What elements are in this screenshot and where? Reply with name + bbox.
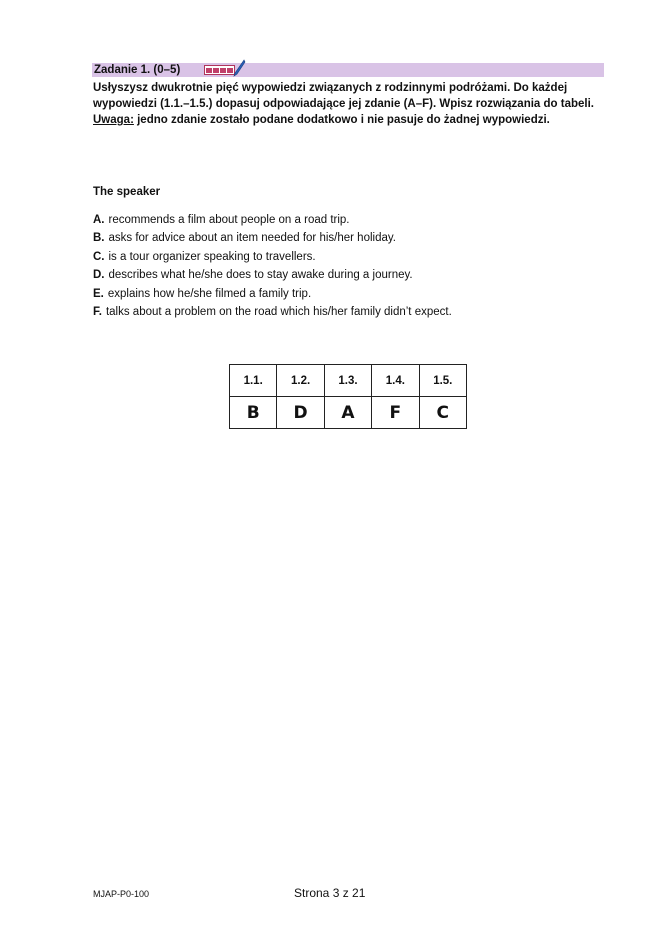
option-text: recommends a film about people on a road trip.: [108, 214, 350, 226]
option-letter: A.: [93, 214, 105, 226]
pen-icon: [232, 59, 246, 77]
option-text: describes what he/she does to stay awake during a journey.: [108, 269, 413, 282]
option-letter: F.: [93, 306, 102, 319]
note-label: Uwaga:: [93, 114, 134, 126]
audio-cd-pen-icon: [204, 65, 235, 75]
answer-table-header: 1.4.: [372, 365, 419, 397]
option-text: talks about a problem on the road which his/her family didn’t expect.: [105, 306, 452, 319]
task-instructions: [93, 80, 605, 128]
answer-table-header: 1.3.: [324, 365, 371, 397]
option-letter: B.: [93, 232, 105, 245]
footer-exam-code: MJAP-P0-100: [93, 889, 150, 899]
task-header: [92, 63, 604, 77]
speaker-heading: The speaker: [93, 186, 161, 198]
option-e: [93, 285, 452, 303]
answer-cell[interactable]: A: [324, 397, 371, 429]
answer-cell[interactable]: C: [419, 397, 466, 429]
answer-cell[interactable]: D: [277, 397, 324, 429]
option-d: [93, 266, 452, 284]
option-letter: D.: [93, 269, 105, 282]
instructions-note: [93, 112, 605, 128]
option-letter: E.: [93, 287, 104, 300]
answer-table-answer-row: [230, 397, 467, 429]
option-b: [93, 229, 452, 247]
option-text: is a tour organizer speaking to travellers.: [108, 250, 316, 263]
answer-table-header: 1.1.: [230, 365, 277, 397]
footer-page-number: Strona 3 z 21: [294, 886, 366, 900]
option-letter: C.: [93, 250, 105, 263]
audio-track-icon: [204, 65, 235, 75]
option-text: asks for advice about an item needed for his/her holiday.: [108, 232, 396, 245]
option-a: [93, 211, 452, 229]
option-f: [93, 303, 452, 321]
answer-table: [229, 364, 467, 429]
answer-table-header: 1.5.: [419, 365, 466, 397]
note-text: jedno zdanie zostało podane dodatkowo i nie pasuje do żadnej wypowiedzi.: [133, 114, 550, 126]
answer-table-header: 1.2.: [277, 365, 324, 397]
option-c: [93, 248, 452, 266]
answer-cell[interactable]: B: [230, 397, 277, 429]
answer-cell[interactable]: F: [372, 397, 419, 429]
instructions-main: Usłyszysz dwukrotnie pięć wypowiedzi związanych z rodzinnymi podróżami. Do każdej wypowiedzi (1.1.–1.5.) dopasuj odpowiadające jej zdanie (A–F). Wpisz rozwiązania do tabeli.: [93, 82, 594, 110]
task-title: Zadanie 1. (0–5): [94, 64, 181, 76]
options-list: [93, 211, 452, 321]
answer-table-header-row: [230, 365, 467, 397]
option-text: explains how he/she filmed a family trip.: [107, 287, 312, 300]
